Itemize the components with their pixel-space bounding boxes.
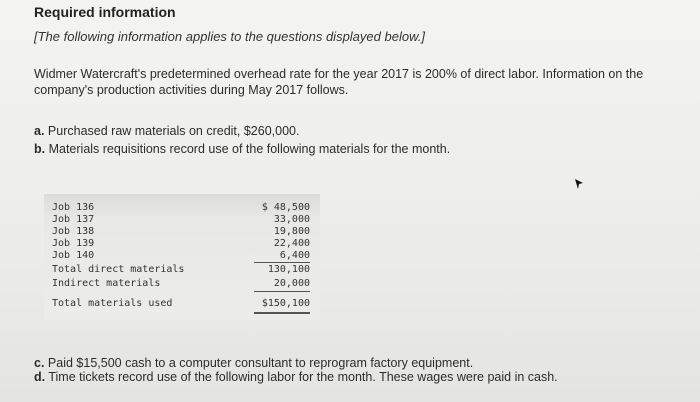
- intro-paragraph: Widmer Watercraft's predetermined overhead rate for the year 2017 is 200% of direct labor. Information on the company's production activities during May 2017 follows.: [34, 67, 644, 97]
- row-value: $ 48,500: [261, 202, 310, 213]
- row-value: 19,800: [273, 226, 310, 237]
- row-label: Indirect materials: [52, 278, 161, 289]
- item-a: [34, 124, 299, 138]
- table-row: [52, 202, 312, 214]
- table-row: [52, 264, 312, 276]
- materials-table: [44, 194, 320, 320]
- double-total-rule: [254, 312, 310, 314]
- table-row: [52, 298, 312, 310]
- table-row: [52, 214, 312, 226]
- item-text: Purchased raw materials on credit, $260,000.: [47, 124, 300, 138]
- row-value: 6,400: [279, 250, 310, 261]
- item-text: Paid $15,500 cash to a computer consultant to reprogram factory equipment.: [47, 356, 474, 370]
- mouse-pointer-icon: [574, 178, 584, 190]
- table-row: [52, 278, 312, 290]
- table-row: [52, 238, 312, 250]
- row-label: Job 139: [52, 238, 95, 249]
- item-letter: c.: [34, 356, 45, 370]
- item-letter: b.: [34, 142, 46, 156]
- row-value: 22,400: [273, 238, 310, 249]
- row-label: Job 136: [52, 202, 95, 213]
- instruction-note: [The following information applies to the questions displayed below.]: [34, 29, 425, 44]
- item-c: [34, 356, 473, 370]
- row-label: Total direct materials: [52, 264, 185, 275]
- item-letter: d.: [34, 370, 46, 384]
- row-label: Job 138: [52, 226, 95, 237]
- subtotal-rule: [254, 262, 310, 263]
- row-value: 33,000: [273, 214, 310, 225]
- row-value: 130,100: [267, 264, 310, 275]
- row-value: $150,100: [261, 298, 310, 309]
- item-text: Materials requisitions record use of the following materials for the month.: [48, 142, 451, 156]
- section-heading: Required information: [34, 4, 176, 20]
- total-rule: [254, 291, 310, 292]
- table-row: [52, 250, 312, 262]
- row-label: Total materials used: [52, 298, 173, 309]
- item-d: [34, 370, 558, 384]
- row-label: Job 140: [52, 250, 95, 261]
- item-letter: a.: [34, 124, 45, 138]
- row-value: 20,000: [273, 278, 310, 289]
- item-text: Time tickets record use of the following labor for the month. These wages were paid in cash.: [48, 370, 558, 384]
- row-label: Job 137: [52, 214, 95, 225]
- item-b: [34, 142, 450, 156]
- table-row: [52, 226, 312, 238]
